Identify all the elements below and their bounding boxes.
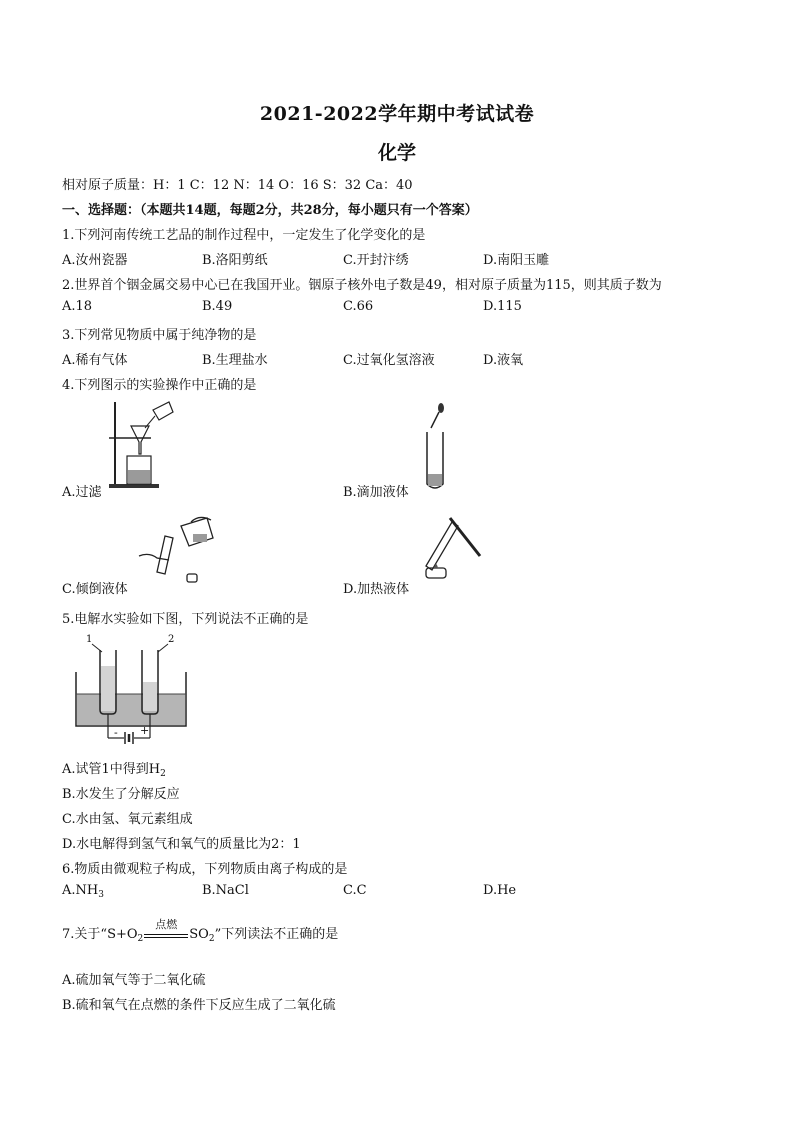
q4-option-b: B.滴加液体 — [343, 485, 409, 500]
atomic-mass-reference: 相对原子质量：H：1 C：12 N：14 O：16 S：32 Ca：40 — [62, 178, 413, 193]
q5-option-a — [62, 758, 166, 779]
question-7-stem — [62, 917, 339, 944]
q7-option-a: A.硫加氧气等于二氧化硫 — [62, 973, 206, 988]
q7-stem-suffix: ”下列读法不正确的是 — [214, 927, 339, 942]
q4-option-a: A.过滤 — [62, 485, 102, 500]
q3-option-d: D.液氧 — [483, 353, 524, 368]
q2-option-c: C.66 — [343, 299, 374, 314]
question-5-stem: 5.电解水实验如下图，下列说法不正确的是 — [62, 612, 309, 627]
q6-option-c: C.C — [343, 883, 367, 898]
exam-title: 2021-2022学年期中考试试卷 — [259, 103, 535, 125]
tube-1-label: 1 — [86, 634, 93, 645]
q5-option-c: C.水由氢、氧元素组成 — [62, 812, 193, 827]
negative-terminal-label: - — [114, 726, 118, 739]
q2-option-d: D.115 — [483, 299, 522, 314]
pouring-figure — [135, 512, 221, 586]
q7-equals-sign — [144, 917, 188, 942]
question-6-stem: 6.物质由微观粒子构成，下列物质由离子构成的是 — [62, 862, 348, 877]
electrolysis-drawing — [62, 634, 212, 746]
q5-option-d: D.水电解得到氢气和氧气的质量比为2：1 — [62, 837, 301, 852]
q6-option-a-subscript: 3 — [98, 890, 104, 900]
q7-eq-right-sub: 2 — [208, 934, 215, 944]
question-1-stem: 1.下列河南传统工艺品的制作过程中，一定发生了化学变化的是 — [62, 228, 426, 243]
question-4-stem: 4.下列图示的实验操作中正确的是 — [62, 378, 257, 393]
q6-option-d: D.He — [483, 883, 517, 898]
tube-2-label: 2 — [168, 634, 175, 645]
q6-option-a-text: A.NH — [62, 883, 99, 898]
q3-option-c: C.过氧化氢溶液 — [343, 353, 435, 368]
dropper-figure — [415, 400, 455, 496]
q5-option-b: B.水发生了分解反应 — [62, 787, 180, 802]
q4-option-d: D.加热液体 — [343, 582, 410, 597]
q4-option-c: C.倾倒液体 — [62, 582, 128, 597]
q3-option-b: B.生理盐水 — [202, 353, 268, 368]
q1-option-b: B.洛阳剪纸 — [202, 253, 268, 268]
q7-option-b: B.硫和氧气在点燃的条件下反应生成了二氧化硫 — [62, 998, 336, 1013]
q3-option-a: A.稀有气体 — [62, 353, 128, 368]
section-heading: 一、选择题：（本题共14题，每题2分，共28分，每小题只有一个答案） — [62, 203, 478, 218]
q1-option-c: C.开封汴绣 — [343, 253, 409, 268]
subject-title: 化学 — [377, 142, 416, 164]
q6-option-a — [62, 883, 104, 900]
q7-eq-left: S+O — [107, 927, 138, 942]
q2-option-b: B.49 — [202, 299, 233, 314]
q1-option-a: A.汝州瓷器 — [62, 253, 128, 268]
electrolysis-figure — [62, 634, 212, 746]
q1-option-d: D.南阳玉雕 — [483, 253, 550, 268]
filtration-figure — [95, 398, 175, 490]
q2-option-a: A.18 — [62, 299, 93, 314]
q5-option-a-subscript: 2 — [160, 769, 166, 779]
q7-eq-right: SO — [189, 927, 209, 942]
q7-stem-prefix: 7.关于“ — [62, 927, 108, 942]
question-2-stem: 2.世界首个铟金属交易中心已在我国开业。铟原子核外电子数是49，相对原子质量为115，则其质子数为 — [62, 278, 662, 293]
q6-option-b: B.NaCl — [202, 883, 249, 898]
q7-eq-condition: 点燃 — [155, 917, 178, 931]
question-3-stem: 3.下列常见物质中属于纯净物的是 — [62, 328, 257, 343]
heating-figure — [418, 510, 490, 582]
q5-option-a-text: A.试管1中得到H — [62, 762, 161, 777]
q7-eq-left-sub: 2 — [137, 934, 144, 944]
positive-terminal-label: + — [140, 724, 150, 737]
